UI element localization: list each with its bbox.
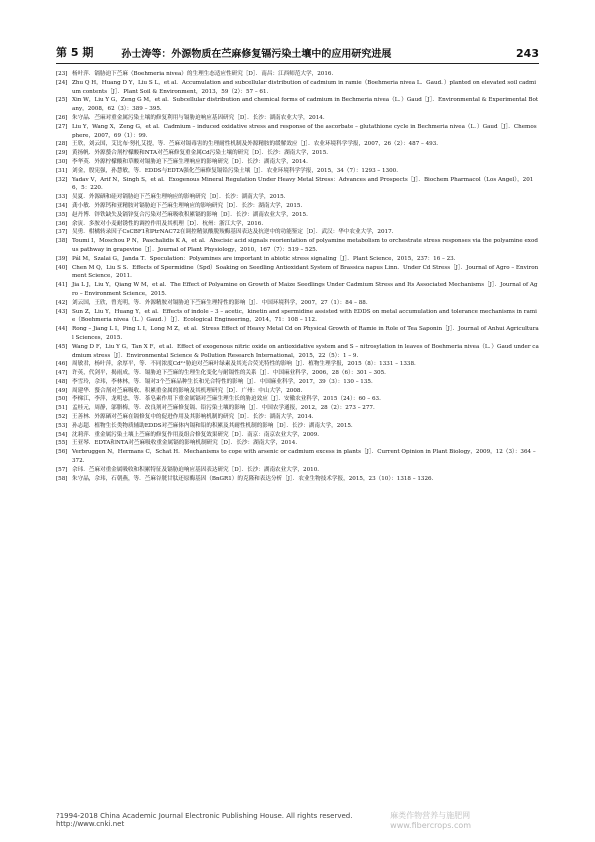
reference-number: [39] xyxy=(56,255,68,262)
reference-list xyxy=(56,70,539,483)
reference-number: [50] xyxy=(56,396,68,403)
reference-number: [55] xyxy=(56,440,68,447)
reference-number: [30] xyxy=(56,158,68,165)
reference-number: [29] xyxy=(56,150,68,157)
reference-number: [42] xyxy=(56,299,68,306)
reference-entry xyxy=(56,228,539,237)
reference-entry xyxy=(56,255,539,264)
reference-text: 吴夏．外源硒和硅对镉胁迫下苎麻生理响应的影响研究［D］．长沙：湖南大学，2015. xyxy=(72,194,286,201)
running-title: 孙士涛等：外源物质在苎麻修复镉污染土壤中的应用研究进展 xyxy=(121,49,392,60)
reference-number: [38] xyxy=(56,238,68,245)
reference-number: [26] xyxy=(56,114,68,121)
reference-text: Yadav V，Arif N，Singh S，et al．Exogenous Mineral Regulation Under Heavy Metal Stress：Advances and Prospects［J］．Biochem Pharmacol（Los Angel），2016，5：220. xyxy=(72,176,534,192)
reference-entry xyxy=(56,360,539,369)
reference-entry xyxy=(56,413,539,422)
reference-number: [43] xyxy=(56,308,68,315)
reference-text: Rong – Jiang L I，Ping L I，Long M Z，et al．Stress Effect of Heavy Metal Cd on Physical Growth of Ramie in Role of Tea Saponin［J］．Journal of Anhui Agricultural Sciences，2015. xyxy=(72,326,539,341)
reference-number: [48] xyxy=(56,378,68,385)
reference-entry xyxy=(56,264,539,282)
reference-number: [57] xyxy=(56,466,68,473)
reference-text: Pál M，Szalai G，Janda T．Speculation：Polyamines are important in abiotic stress signaling［J］．Plant Science，2015，237：16 – 23. xyxy=(72,255,456,262)
reference-entry xyxy=(56,149,539,158)
reference-text: 王欣，刘云国，艾比布·努扎艾提，等．苎麻对镉毒害的生理耐性机制及外源精胺的缓解效应［J］．农业环境科学学报，2007，26（2）：487 – 493. xyxy=(72,141,439,148)
reference-text: 周建华．螯合剂对苎麻吸收、积累重金属的影响及其机理研究［D］．广州：中山大学，2008. xyxy=(72,387,303,394)
page-footer xyxy=(56,810,539,830)
reference-entry xyxy=(56,475,539,484)
reference-entry xyxy=(56,193,539,202)
reference-number: [56] xyxy=(56,449,68,456)
reference-number: [47] xyxy=(56,370,68,377)
reference-text: 佘玮．苎麻对重金属吸收和积累特征及镉胁迫响应基因表达研究［D］．长沙：湖南农业大学，2010. xyxy=(72,466,320,473)
reference-number: [52] xyxy=(56,414,68,421)
reference-number: [40] xyxy=(56,264,68,271)
reference-entry xyxy=(56,422,539,431)
reference-entry xyxy=(56,369,539,378)
reference-number: [33] xyxy=(56,194,68,201)
reference-text: Xin W，Liu Y G，Zeng G M，et al．Subcellular distribution and chemical forms of cadmium in Bechmeria nivea（L．）Gaud［J］．Environmental & Experimental Botany，2008，62（3）：389 – 395. xyxy=(72,97,539,113)
reference-number: [35] xyxy=(56,211,68,218)
reference-entry xyxy=(56,431,539,440)
reference-text: 刘云国，王欣，曾光明，等．外源精胺对镉胁迫下苎麻生理特性的影响［J］．中国环境科学，2007，27（1）：84 – 88. xyxy=(72,299,368,306)
reference-entry xyxy=(56,466,539,475)
reference-text: Chen M Q，Liu S S．Effects of Spermidine（Spd）Soaking on Seedling Antioxidant System of Brassica napus Linn．Under Cd Stress［J］．Journal of Agro – Environment Science，2011. xyxy=(72,264,539,280)
reference-entry xyxy=(56,140,539,149)
reference-text: 沈莉萍．重金属污染土壤上苎麻的修复作用及组合修复效果研究［D］．南京：南京农业大学，2009. xyxy=(72,431,320,438)
reference-text: Zhu Q H，Huang D Y，Liu S L，et al．Accumulation and subcellular distribution of cadmium in ramie（Boehmeria nivea L．Gaud．）planted on elevated soil cadmium contents［J］．Plant Soil & Environment，2013，59（2）：57 – 61. xyxy=(72,79,537,95)
reference-entry xyxy=(56,158,539,167)
reference-text: 吴勇．柑橘转录因子CsCBF1和PtrNAC72在调控精氨酸脱羧酶基因表达及抗逆中的功能鉴定［D］．武汉：华中农业大学，2017. xyxy=(72,229,394,236)
reference-number: [45] xyxy=(56,343,68,350)
reference-text: 黄扬帆．外源螯合剂柠檬酸和NTA对苎麻修复重金属Cd污染土壤的研究［D］．长沙：湖南大学，2015. xyxy=(72,150,329,157)
reference-entry xyxy=(56,211,539,220)
reference-text: 李华英．外源柠檬酸和草酸对镉胁迫下苎麻生理响应的影响研究［D］．长沙：湖南大学，2014. xyxy=(72,158,308,165)
reference-text: 朱守晶，佘玮，石朝燕，等．苎麻谷胱甘肽还原酶基因（BnGR1）的克隆和表达分析［J］．农业生物技术学报，2015，23（10）：1318 – 1326. xyxy=(72,475,434,482)
reference-number: [32] xyxy=(56,176,68,183)
reference-number: [54] xyxy=(56,431,68,438)
reference-text: 龚小敏．外源钙和亚精胺对镉胁迫下苎麻生理响应的影响研究［D］．长沙：湖南大学，2015. xyxy=(72,202,303,209)
reference-number: [24] xyxy=(56,79,68,86)
reference-entry xyxy=(56,167,539,176)
reference-number: [31] xyxy=(56,167,68,174)
reference-entry xyxy=(56,439,539,448)
reference-text: Jia L J，Liu Y，Qiang W M，et al．The Effect of Polyamine on Growth of Maize Seedlings Under Cadmium Stress and Its Associated Mechanisms［J］．Journal of Agro – Environment Science，2015. xyxy=(72,282,538,297)
reference-entry xyxy=(56,308,539,326)
reference-number: [28] xyxy=(56,141,68,148)
reference-entry xyxy=(56,448,539,466)
reference-text: 刘金，殷宪强，孙慧敏，等．EDDS与EDTA强化苎麻修复镉铅污染土壤［J］．农业环境科学学报，2015，34（7）：1293 – 1300. xyxy=(72,167,399,174)
reference-number: [36] xyxy=(56,220,68,227)
reference-text: 许英，代剑平，揭雨成，等．镉胁迫下苎麻的生理生化变化与耐镉性的关系［J］．中国麻业科学，2006，28（6）：301 – 305. xyxy=(72,370,386,377)
reference-text: Wang D F，Liu Y G，Tan X F，et al．Effect of exogenous nitric oxide on antioxidative system and S – nitrosylation in leaves of Boehmeria nivea（L．）Gaud under cadmium stress［J］．Environmental Science & Pollution Research International，2015，22（5）：1 – 9. xyxy=(72,343,539,359)
reference-number: [23] xyxy=(56,71,68,77)
reference-number: [41] xyxy=(56,282,68,289)
reference-entry xyxy=(56,281,539,299)
reference-text: Verbruggen N，Hermans C，Schat H．Mechanisms to cope with arsenic or cadmium excess in plants［J］．Current Opinion in Plant Biology，2009，12（3）：364 – 372. xyxy=(72,449,536,465)
reference-text: 余寅．多胺对小麦耐锈性的调控作用及其机理［D］．杭州：浙江大学，2016. xyxy=(72,220,264,227)
reference-entry xyxy=(56,237,539,255)
reference-entry xyxy=(56,325,539,343)
reference-entry xyxy=(56,96,539,114)
reference-entry xyxy=(56,79,539,97)
reference-number: [37] xyxy=(56,229,68,236)
reference-entry xyxy=(56,70,539,79)
reference-entry xyxy=(56,114,539,123)
reference-number: [51] xyxy=(56,405,68,412)
reference-number: [53] xyxy=(56,422,68,429)
reference-text: 周敏君，杨叶萍，余厚平，等．不同浓度Cd²⁺胁迫对苎麻叶绿素及其光合荧光特性的影响［J］．植物生理学报，2015（8）：1331 – 1338. xyxy=(72,361,416,368)
reference-entry xyxy=(56,299,539,308)
site-watermark: 麻类作物营养与施肥网 www.fibercrops.com xyxy=(390,811,472,830)
reference-entry xyxy=(56,404,539,413)
running-header xyxy=(56,40,539,64)
reference-entry xyxy=(56,123,539,141)
reference-text: 王亚琴．EDTA和NTA对苎麻吸收重金属镉的影响机制研究［D］．长沙：湖南大学，2014. xyxy=(72,440,298,447)
reference-text: 赵丹博．锌铁缺失及镉锌复合污染对苎麻吸收积累镉的影响［D］．长沙：湖南农业大学，2015. xyxy=(72,211,308,218)
reference-text: 李雪玲，佘玮，李林林，等．镉对3个苎麻品种生长和光合特性的影响［J］．中国麻业科学，2017，39（3）：130 – 135. xyxy=(72,378,373,385)
reference-number: [58] xyxy=(56,475,68,482)
reference-number: [27] xyxy=(56,123,68,130)
reference-number: [46] xyxy=(56,361,68,368)
reference-text: Sun Z，Liu Y，Huang Y，et al．Effects of indole – 3 – acetic，kinetin and spermidine assisted with EDDS on metal accumulation and tolerance mechanisms in ramie（Boehmeria nivea（L．）Gaud．）［J］．Ecological Engineering，2014，71：108 – 112. xyxy=(72,308,537,324)
reference-entry xyxy=(56,343,539,361)
reference-text: 王善林．外源硒对苎麻在镉修复中的促进作用及其影响机制的研究［D］．长沙：湖南大学，2014. xyxy=(72,414,314,421)
reference-text: 孟桂元，周静，邬腊梅，等．改良剂对苎麻修复镉、铅污染土壤的影响［J］．中国农学通报，2012，28（2）：273 – 277. xyxy=(72,405,375,412)
reference-entry xyxy=(56,395,539,404)
reference-entry xyxy=(56,378,539,387)
reference-entry xyxy=(56,202,539,211)
reference-text: 朱守晶．苎麻对重金属污染土壤的修复利用与镉胁迫响应基因研究［D］．长沙：湖南农业大学，2014. xyxy=(72,114,325,121)
reference-number: [25] xyxy=(56,97,68,104)
issue-number: 第 5 期 xyxy=(56,46,94,59)
page-number: 243 xyxy=(516,47,539,60)
reference-entry xyxy=(56,220,539,229)
reference-number: [34] xyxy=(56,202,68,209)
reference-text: 杨叶萍．镉胁迫下苎麻（Boehmeria nivea）的生理生态适应性研究［D］．南昌：江西师范大学，2016. xyxy=(72,71,334,77)
reference-entry xyxy=(56,387,539,396)
reference-text: 李梯江，李萍，龙明忠，等．茶皂素作用下重金属镉对苎麻生理生长的胁迫效应［J］．安徽农业科学，2015（24）：60 – 63. xyxy=(72,396,381,403)
reference-number: [49] xyxy=(56,387,68,394)
reference-entry xyxy=(56,176,539,194)
reference-text: Toumi I，Moschou P N，Paschalidis K A，et al．Abscisic acid signals reorientation of polyamine metabolism to orchestrate stress responses via the polyamine exodus pathway in grapevine［J］．Journal of Plant Physiology，2010，167（7）：519 – 525. xyxy=(72,238,538,253)
reference-text: Liu Y，Wang X，Zeng G，et al．Cadmium – induced oxidative stress and response of the ascorbate – glutathione cycle in Bechmeria nivea（L．）Gaud［J］．Chemosphere，2007，69（1）：99. xyxy=(72,123,537,139)
copyright-notice: ?1994-2018 China Academic Journal Electronic Publishing House. All rights reserved. http://www.cnki.net xyxy=(56,812,353,828)
reference-number: [44] xyxy=(56,326,68,333)
reference-text: 孙志超．植物生长类物质辅助EDDS对苎麻体内镉和铅的积累及其耐性机制的影响［D］．长沙：湖南大学，2015. xyxy=(72,422,353,429)
